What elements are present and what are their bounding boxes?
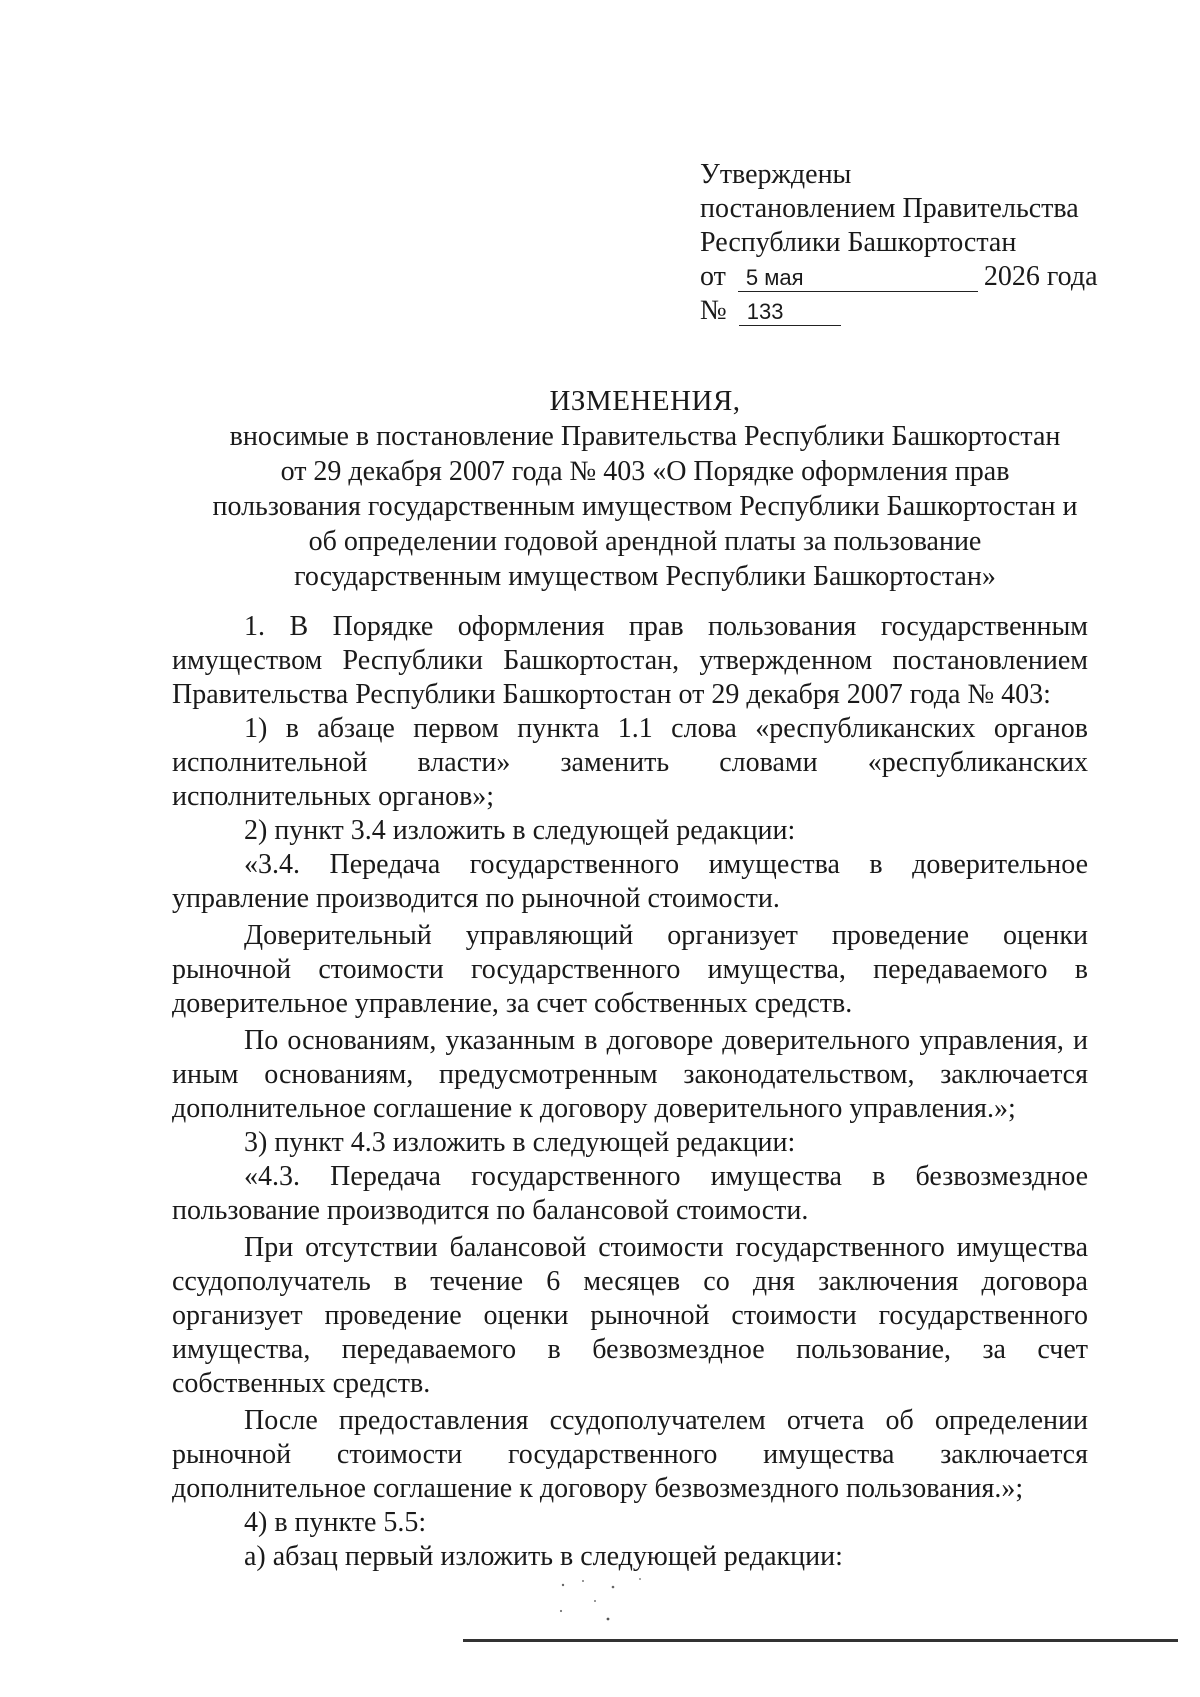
body-paragraph: По основаниям, указанным в договоре доверительного управления, и иным основаниям, предусмотренным законодательством, заключается дополнительное соглашение к договору доверительного управления.»;	[172, 1025, 1088, 1124]
subtitle-line: от 29 декабря 2007 года № 403 «О Порядке оформления прав	[280, 456, 1010, 487]
scan-artifact-dots	[555, 1575, 685, 1625]
number-prefix: №	[700, 295, 727, 326]
date-year: 2026 года	[983, 261, 1098, 292]
body-paragraph: «4.3. Передача государственного имущества в безвозмездное пользование производится по балансовой стоимости.	[172, 1161, 1088, 1226]
body-paragraph: После предоставления ссудополучателем отчета об определении рыночной стоимости государственного имущества заключается дополнительное соглашение к договору безвозмездного пользования.»;	[172, 1405, 1088, 1504]
body-paragraph: «3.4. Передача государственного имущества в доверительное управление производится по рыночной стоимости.	[172, 849, 1088, 914]
body-paragraph: 2) пункт 3.4 изложить в следующей редакции:	[244, 815, 796, 846]
approval-line-approved: Утверждены	[700, 159, 852, 190]
bottom-rule-line	[463, 1639, 1178, 1642]
body-paragraph: 1) в абзаце первом пункта 1.1 слова «республиканских органов исполнительной власти» заменить словами «республиканских исполнительных органов»;	[172, 713, 1088, 812]
date-prefix: от	[700, 261, 726, 292]
number-field: 133	[739, 299, 841, 326]
subtitle-line: государственным имуществом Республики Башкортостан»	[294, 561, 996, 592]
body-paragraph: Доверительный управляющий организует проведение оценки рыночной стоимости государственного имущества, передаваемого в доверительное управление, за счет собственных средств.	[172, 920, 1088, 1019]
document-title: ИЗМЕНЕНИЯ,	[549, 385, 741, 417]
subtitle-line: вносимые в постановление Правительства Республики Башкортостан	[229, 421, 1061, 452]
body-paragraph: 3) пункт 4.3 изложить в следующей редакции:	[244, 1127, 796, 1158]
approval-line-republic: Республики Башкортостан	[700, 227, 1017, 258]
body-paragraph: 4) в пункте 5.5:	[244, 1507, 427, 1538]
body-paragraph: 1. В Порядке оформления прав пользования государственным имуществом Республики Башкортостан, утвержденном постановлением Правительства Республики Башкортостан от 29 декабря 2007 года № 403:	[172, 611, 1088, 710]
approval-line-resolution: постановлением Правительства	[700, 193, 1079, 224]
subtitle-line: об определении годовой арендной платы за пользование	[308, 526, 982, 557]
approval-block	[700, 158, 1120, 328]
subtitle-line: пользования государственным имуществом Республики Башкортостан и	[212, 491, 1078, 522]
approval-number-row	[700, 294, 1120, 328]
title-block	[150, 384, 1140, 594]
body-paragraph: При отсутствии балансовой стоимости государственного имущества ссудополучатель в течение 6 месяцев со дня заключения договора организует проведение оценки рыночной стоимости государственного имущества, передаваемого в безвозмездное пользование, за счет собственных средств.	[172, 1232, 1088, 1399]
approval-date-row	[700, 260, 1120, 294]
date-field: 5 мая	[738, 265, 978, 292]
document-body	[172, 610, 1088, 1574]
body-paragraph: а) абзац первый изложить в следующей редакции:	[244, 1541, 843, 1572]
